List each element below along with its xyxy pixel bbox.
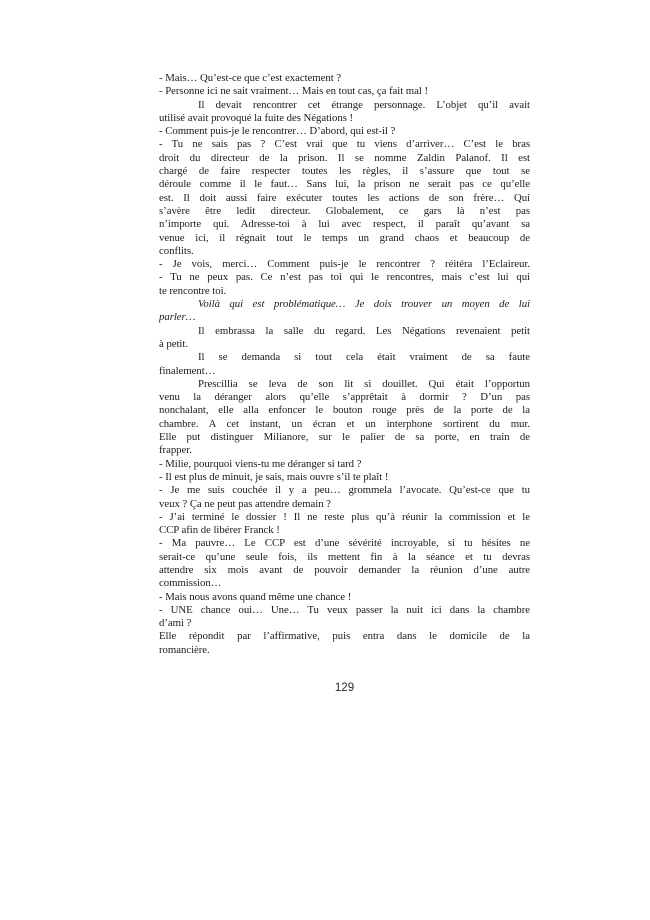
text-line: chambre. A cet instant, un écran et un interphone sortirent du mur. [159, 417, 530, 430]
text-line: - Il est plus de minuit, je sais, mais ouvre s’il te plaît ! [159, 470, 389, 483]
text-line: - Tu ne sais pas ? C’est vrai que tu viens d’arriver… C’est le bras [159, 138, 530, 151]
page-number: 129 [334, 682, 355, 694]
text-line: attendre six mois avant de pouvoir demander la réunion d’une autre [159, 563, 530, 576]
text-line: - Tu ne peux pas. Ce n’est pas toi qui le rencontres, mais c’est lui qui [159, 271, 530, 284]
text-line: Elle put distinguer Milianore, sur le palier de sa porte, en train de [159, 431, 530, 444]
text-line: Il se demanda si tout cela était vraiment de sa faute [198, 351, 530, 364]
text-line: Voilà qui est problématique… Je dois trouver un moyen de lui [198, 298, 530, 311]
text-column [159, 72, 530, 657]
text-line: - Ma pauvre… Le CCP est d’une sévérité incroyable, si tu hésites ne [159, 537, 530, 550]
text-line: romancière. [159, 643, 210, 656]
text-line: CCP afin de libérer Franck ! [159, 524, 280, 537]
text-line: commission… [159, 577, 222, 590]
text-line: venu la déranger alors qu’elle s’apprêtait à dormir ? D’un pas [159, 391, 530, 404]
text-line: - Je me suis couchée il y a peu… grommela l’avocate. Qu’est-ce que tu [159, 484, 530, 497]
text-line: utilisé avait provoqué la fuite des Négations ! [159, 111, 354, 124]
text-line: - Mais… Qu’est-ce que c’est exactement ? [159, 72, 342, 84]
text-line: à petit. [159, 337, 188, 350]
text-line: nonchalant, elle alla enfoncer le bouton rouge près de la porte de la [159, 404, 530, 417]
text-line: s’avère être ledit directeur. Globalement, ce gars là n’est pas [159, 204, 530, 217]
text-line: parler… [159, 311, 196, 324]
text-line: d’ami ? [159, 617, 192, 630]
text-line: frapper. [159, 444, 192, 457]
text-line: Il embrassa la salle du regard. Les Négations revenaient petit [198, 324, 530, 337]
text-line: - J’ai terminé le dossier ! Il ne reste plus qu’à réunir la commission et le [159, 510, 530, 523]
text-line: - Mais nous avons quand même une chance ! [159, 590, 352, 603]
text-line: - Comment puis-je le rencontrer… D’abord, qui est-il ? [159, 125, 396, 138]
text-line: déroule comme il le faut… Sans lui, la prison ne serait pas ce qu’elle [159, 178, 530, 191]
text-line: conflits. [159, 244, 194, 257]
text-line: droit du directeur de la prison. Il se nomme Zaldin Palanof. Il est [159, 151, 530, 164]
text-line: veux ? Ça ne peut pas attendre demain ? [159, 497, 331, 510]
text-line: te rencontre toi. [159, 284, 227, 297]
text-line: chargé de faire respecter toutes les règles, il s’assure que tout se [159, 165, 530, 178]
text-line: - Milie, pourquoi viens-tu me déranger si tard ? [159, 457, 362, 470]
text-line: finalement… [159, 364, 216, 377]
text-line: - Je vois, merci… Comment puis-je le rencontrer ? réitéra l’Eclaireur. [159, 258, 530, 271]
text-line: - UNE chance oui… Une… Tu veux passer la nuit ici dans la chambre [159, 603, 530, 616]
text-line: Il devait rencontrer cet étrange personnage. L’objet qu’il avait [198, 98, 530, 111]
text-line: - Personne ici ne sait vraiment… Mais en tout cas, ça fait mal ! [159, 85, 429, 98]
text-line: serait-ce qu’une seule fois, ils mettent fin à la séance et tu devras [159, 550, 530, 563]
text-line: venue ici, il régnait tout le temps un grand chaos et beaucoup de [159, 231, 530, 244]
text-line: n’importe qui. Adresse-toi à lui avec respect, il paraît qu’avant sa [159, 218, 530, 231]
text-line: Elle répondit par l’affirmative, puis entra dans le domicile de la [159, 630, 530, 643]
text-line: est. Il doit aussi faire exécuter toutes les actions de son frère… Qui [159, 191, 530, 204]
text-line: Prescillia se leva de son lit si douillet. Qui était l’opportun [198, 377, 530, 390]
